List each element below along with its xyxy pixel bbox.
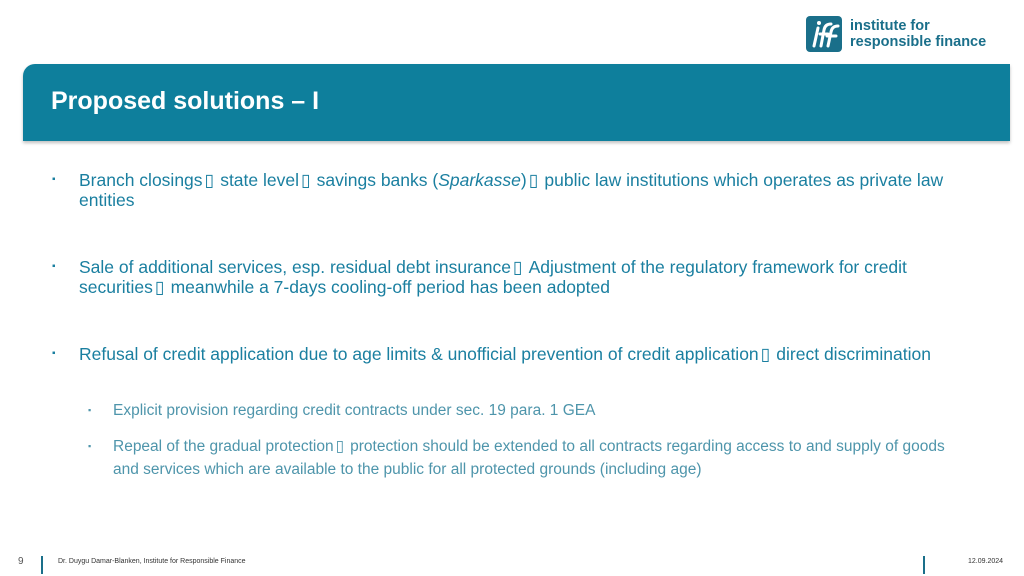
subbullet-repeal-protection — [88, 435, 968, 481]
slide-title: Proposed solutions – I — [51, 87, 320, 115]
bullet-branch-closings — [52, 170, 982, 210]
arrow-icon: ▯ — [528, 170, 539, 190]
footer-date: 12.09.2024 — [968, 558, 1004, 565]
arrow-icon: ▯ — [335, 438, 345, 455]
subbullet-marker: ▪ — [88, 441, 92, 451]
logo-line-1: institute for — [850, 18, 930, 34]
arrow-icon: ▯ — [512, 257, 523, 277]
footer-author: Dr. Duygu Damar-Blanken, Institute for Responsible Finance — [58, 558, 246, 565]
footer-divider-left — [41, 556, 43, 574]
subbullet-marker: ▪ — [88, 405, 92, 415]
logo-line-2: responsible finance — [850, 34, 987, 50]
page-number: 9 — [18, 556, 24, 567]
bullet-marker: ▪ — [52, 348, 56, 359]
bullet-text: Sale of additional services, esp. residual debt insurance ▯ Adjustment of the regulatory framework for credit securities ▯ meanwhile a 7-days cooling-off period has been adopted — [79, 257, 907, 297]
logo-text — [850, 18, 986, 50]
footer-divider-right — [923, 556, 925, 574]
subbullet-text: Repeal of the gradual protection ▯ protection should be extended to all contracts regarding access to and supply of goods and services which are available to the public for all protected grounds (including age) — [113, 435, 968, 481]
subbullet-text: Explicit provision regarding credit contracts under sec. 19 para. 1 GEA — [113, 402, 596, 419]
institute-logo — [806, 16, 986, 52]
arrow-icon: ▯ — [204, 170, 215, 190]
iff-logo-icon — [806, 16, 842, 52]
bullet-text: Refusal of credit application due to age limits & unofficial prevention of credit application ▯ direct discrimination — [79, 344, 931, 364]
bullet-credit-refusal — [52, 344, 982, 364]
bullet-additional-services — [52, 257, 982, 297]
arrow-icon: ▯ — [154, 277, 165, 297]
arrow-icon: ▯ — [300, 170, 311, 190]
bullet-marker: ▪ — [52, 261, 56, 272]
bullet-text: Branch closings ▯ state level ▯ savings banks (Sparkasse) ▯ public law institutions which operates as private law entities — [79, 170, 944, 210]
subbullet-explicit-provision — [88, 399, 968, 422]
arrow-icon: ▯ — [760, 344, 771, 364]
title-bar — [23, 64, 1010, 141]
bullet-marker: ▪ — [52, 174, 56, 185]
